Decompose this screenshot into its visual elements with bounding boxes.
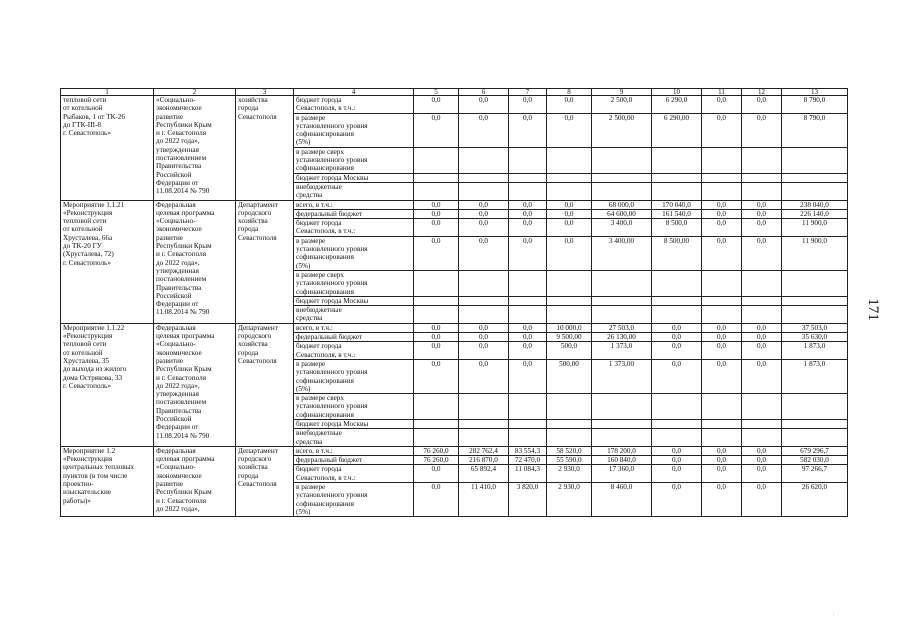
amount-cell: 0,0 [414, 465, 459, 483]
amount-cell: 1 373,0 [592, 342, 652, 360]
amount-cell: 68 000,0 [592, 200, 652, 209]
amount-cell: 1 373,00 [592, 359, 652, 393]
funding-source-cell: всего, в т.ч.: [294, 200, 414, 209]
amount-cell: 0,0 [509, 219, 547, 237]
amount-cell [742, 182, 782, 200]
amount-cell: 0,0 [742, 113, 782, 147]
amount-cell [592, 419, 652, 428]
amount-cell [547, 306, 592, 324]
funding-source-cell: в размере сверх установленного уровня софинансирования [294, 147, 414, 173]
amount-cell: 282 762,4 [459, 446, 509, 455]
amount-cell [742, 419, 782, 428]
amount-cell [459, 419, 509, 428]
amount-cell: 0,0 [702, 219, 742, 237]
amount-cell [592, 173, 652, 182]
amount-cell [509, 147, 547, 173]
amount-cell: 76 260,0 [414, 446, 459, 455]
amount-cell [652, 182, 702, 200]
amount-cell [652, 270, 702, 296]
amount-cell [547, 173, 592, 182]
amount-cell: 8 500,0 [652, 219, 702, 237]
table-row [61, 323, 848, 332]
amount-cell: 64 600,00 [592, 209, 652, 218]
amount-cell: 0,0 [742, 236, 782, 270]
amount-cell: 9 500,00 [547, 333, 592, 342]
amount-cell [592, 147, 652, 173]
column-header: 9 [592, 89, 652, 96]
program-cell: Федеральная целевая программа «Социально- экономическое развитие Республики Крым и г. Севастополя до 2022 года», утвержденная постановлением Правительства Российской Федерации от 11.08.2014 № 790 [154, 200, 236, 323]
amount-cell: 0,0 [702, 323, 742, 332]
amount-cell [592, 394, 652, 420]
amount-cell [652, 296, 702, 305]
amount-cell [592, 270, 652, 296]
amount-cell: 161 540,0 [652, 209, 702, 218]
amount-cell [782, 306, 848, 324]
amount-cell: 0,0 [652, 465, 702, 483]
amount-cell: 582 030,0 [782, 456, 848, 465]
amount-cell [742, 306, 782, 324]
amount-cell [742, 429, 782, 447]
funding-source-cell: бюджет города Севастополя, в т.ч.: [294, 342, 414, 360]
amount-cell: 0,0 [702, 209, 742, 218]
amount-cell [782, 429, 848, 447]
amount-cell: 500,00 [547, 359, 592, 393]
amount-cell: 226 140,0 [782, 209, 848, 218]
amount-cell: 1 873,0 [782, 359, 848, 393]
amount-cell [702, 429, 742, 447]
amount-cell: 8 500,00 [652, 236, 702, 270]
amount-cell: 0,0 [509, 359, 547, 393]
table-row [61, 200, 848, 209]
amount-cell [509, 270, 547, 296]
amount-cell [547, 270, 592, 296]
amount-cell: 2 930,0 [547, 483, 592, 517]
amount-cell: 11 084,3 [509, 465, 547, 483]
amount-cell [742, 270, 782, 296]
amount-cell [414, 419, 459, 428]
amount-cell [414, 306, 459, 324]
funding-source-cell: федеральный бюджет [294, 456, 414, 465]
amount-cell: 0,0 [459, 333, 509, 342]
amount-cell [414, 429, 459, 447]
amount-cell: 0,0 [702, 200, 742, 209]
funding-source-cell: федеральный бюджет [294, 209, 414, 218]
amount-cell: 216 870,0 [459, 456, 509, 465]
executor-cell: Департамент городского хозяйства города Севастополя [236, 200, 294, 323]
amount-cell: 0,0 [509, 200, 547, 209]
amount-cell [459, 306, 509, 324]
amount-cell [547, 394, 592, 420]
funding-source-cell: в размере установленного уровня софинансирования (5%) [294, 359, 414, 393]
amount-cell [459, 429, 509, 447]
amount-cell [547, 296, 592, 305]
amount-cell [652, 429, 702, 447]
amount-cell: 0,0 [702, 333, 742, 342]
executor-cell: Департамент городского хозяйства города Севастополя [236, 446, 294, 516]
amount-cell: 35 630,0 [782, 333, 848, 342]
funding-source-cell: внебюджетные средства [294, 306, 414, 324]
amount-cell [652, 147, 702, 173]
amount-cell [547, 429, 592, 447]
amount-cell: 170 040,0 [652, 200, 702, 209]
amount-cell [414, 173, 459, 182]
amount-cell: 0,0 [509, 342, 547, 360]
amount-cell [414, 182, 459, 200]
amount-cell: 0,0 [742, 456, 782, 465]
amount-cell: 0,0 [652, 342, 702, 360]
amount-cell [782, 419, 848, 428]
amount-cell: 500,0 [547, 342, 592, 360]
amount-cell: 11 410,0 [459, 483, 509, 517]
amount-cell: 0,0 [547, 200, 592, 209]
event-name-cell: Мероприятие 1.1.21 «Реконструкция тепловой сети от котельной Хрусталева, 66а до ТК-20 ГУ (Хрусталева, 72) г. Севастополь» [61, 200, 154, 323]
amount-cell: 1 873,0 [782, 342, 848, 360]
amount-cell [459, 147, 509, 173]
amount-cell: 0,0 [414, 113, 459, 147]
amount-cell [782, 270, 848, 296]
amount-cell: 3 400,00 [592, 236, 652, 270]
amount-cell: 97 266,7 [782, 465, 848, 483]
amount-cell: 0,0 [414, 333, 459, 342]
amount-cell: 0,0 [742, 342, 782, 360]
amount-cell [592, 429, 652, 447]
amount-cell [702, 270, 742, 296]
amount-cell: 0,0 [742, 209, 782, 218]
amount-cell: 17 360,0 [592, 465, 652, 483]
funding-source-cell: внебюджетные средства [294, 429, 414, 447]
program-cell: «Социально- экономическое развитие Республики Крым и г. Севастополя до 2022 года», утвержденная постановлением Правительства Российской Федерации от 11.08.2014 № 790 [154, 96, 236, 201]
amount-cell: 11 900,0 [782, 236, 848, 270]
program-cell: Федеральная целевая программа «Социально- экономическое развитие Республики Крым и г. Севастополя до 2022 года», утвержденная постановлением Правительства Российской Федерации от 11.08.2014 № 790 [154, 323, 236, 446]
amount-cell [782, 296, 848, 305]
amount-cell: 0,0 [652, 456, 702, 465]
amount-cell [702, 173, 742, 182]
amount-cell [509, 296, 547, 305]
amount-cell: 0,0 [652, 359, 702, 393]
column-header: 5 [414, 89, 459, 96]
event-name-cell: Мероприятие 1.1.22 «Реконструкция тепловой сети от котельной Хрусталева, 35 до выхода из жилого дома Острякова, 33 г. Севастополь» [61, 323, 154, 446]
amount-cell: 37 503,0 [782, 323, 848, 332]
amount-cell: 0,0 [509, 236, 547, 270]
amount-cell: 3 820,0 [509, 483, 547, 517]
amount-cell: 0,0 [702, 483, 742, 517]
amount-cell: 58 520,0 [547, 446, 592, 455]
event-name-cell: тепловой сети от котельной Рыбаков, 1 от ТК-26 до ГТК-III-8 г. Севастополь» [61, 96, 154, 201]
amount-cell [459, 296, 509, 305]
amount-cell: 76 260,0 [414, 456, 459, 465]
column-header: 12 [742, 89, 782, 96]
amount-cell [782, 173, 848, 182]
amount-cell: 0,0 [509, 209, 547, 218]
amount-cell [782, 147, 848, 173]
amount-cell [702, 147, 742, 173]
amount-cell: 8 790,0 [782, 113, 848, 147]
amount-cell: 0,0 [742, 200, 782, 209]
amount-cell: 0,0 [742, 333, 782, 342]
funding-source-cell: в размере сверх установленного уровня софинансирования [294, 394, 414, 420]
amount-cell [652, 173, 702, 182]
amount-cell [509, 182, 547, 200]
amount-cell: 2 930,0 [547, 465, 592, 483]
amount-cell: 0,0 [414, 96, 459, 114]
amount-cell [742, 296, 782, 305]
column-header: 10 [652, 89, 702, 96]
amount-cell: 0,0 [652, 483, 702, 517]
amount-cell: 0,0 [509, 113, 547, 147]
amount-cell: 0,0 [414, 483, 459, 517]
amount-cell: 0,0 [702, 236, 742, 270]
amount-cell [414, 270, 459, 296]
amount-cell: 0,0 [509, 323, 547, 332]
funding-source-cell: бюджет города Москвы [294, 419, 414, 428]
funding-source-cell: бюджет города Севастополя, в т.ч.: [294, 219, 414, 237]
amount-cell: 0,0 [702, 446, 742, 455]
amount-cell [742, 173, 782, 182]
funding-source-cell: всего, в т.ч.: [294, 446, 414, 455]
amount-cell: 0,0 [742, 219, 782, 237]
funding-source-cell: в размере установленного уровня софинансирования (5%) [294, 236, 414, 270]
program-cell: Федеральная целевая программа «Социально- экономическое развитие Республики Крым и г. Севастополя до 2022 года», [154, 446, 236, 516]
amount-cell: 0,0 [547, 209, 592, 218]
column-header: 4 [294, 89, 414, 96]
amount-cell [509, 173, 547, 182]
amount-cell: 0,0 [702, 96, 742, 114]
amount-cell [652, 419, 702, 428]
amount-cell: 6 290,0 [652, 96, 702, 114]
amount-cell: 238 040,0 [782, 200, 848, 209]
column-header: 2 [154, 89, 236, 96]
amount-cell: 0,0 [742, 446, 782, 455]
amount-cell [702, 296, 742, 305]
amount-cell [592, 306, 652, 324]
amount-cell: 0,0 [652, 446, 702, 455]
amount-cell [509, 419, 547, 428]
amount-cell: 0,0 [652, 333, 702, 342]
funding-source-cell: в размере установленного уровня софинансирования (5%) [294, 483, 414, 517]
amount-cell: 0,0 [547, 236, 592, 270]
amount-cell: 0,0 [414, 323, 459, 332]
funding-source-cell: бюджет города Севастополя, в т.ч.: [294, 465, 414, 483]
amount-cell: 0,0 [414, 236, 459, 270]
amount-cell: 10 000,0 [547, 323, 592, 332]
column-header: 13 [782, 89, 848, 96]
funding-source-cell: внебюджетные средства [294, 182, 414, 200]
amount-cell: 0,0 [547, 113, 592, 147]
funding-source-cell: бюджет города Севастополя, в т.ч.: [294, 96, 414, 114]
column-header: 7 [509, 89, 547, 96]
amount-cell [414, 296, 459, 305]
amount-cell: 0,0 [459, 200, 509, 209]
amount-cell: 0,0 [459, 113, 509, 147]
amount-cell [547, 147, 592, 173]
amount-cell [742, 147, 782, 173]
amount-cell: 0,0 [547, 96, 592, 114]
amount-cell [592, 296, 652, 305]
amount-cell [459, 270, 509, 296]
amount-cell [652, 394, 702, 420]
amount-cell: 160 840,0 [592, 456, 652, 465]
amount-cell: 0,0 [702, 342, 742, 360]
amount-cell: 0,0 [509, 96, 547, 114]
funding-source-cell: в размере сверх установленного уровня софинансирования [294, 270, 414, 296]
amount-cell: 26 130,00 [592, 333, 652, 342]
amount-cell: 0,0 [459, 209, 509, 218]
funding-source-cell: в размере установленного уровня софинансирования (5%) [294, 113, 414, 147]
amount-cell: 0,0 [702, 359, 742, 393]
amount-cell: 0,0 [547, 219, 592, 237]
column-header: 11 [702, 89, 742, 96]
amount-cell: 0,0 [414, 359, 459, 393]
executor-cell: Департамент городского хозяйства города Севастополя [236, 323, 294, 446]
amount-cell: 0,0 [414, 200, 459, 209]
amount-cell: 0,0 [702, 113, 742, 147]
amount-cell [702, 394, 742, 420]
amount-cell [592, 182, 652, 200]
amount-cell [459, 182, 509, 200]
amount-cell: 26 620,0 [782, 483, 848, 517]
funding-source-cell: всего, в т.ч.: [294, 323, 414, 332]
amount-cell: 0,0 [459, 323, 509, 332]
event-name-cell: Мероприятие 1.2 «Реконструкция центральных тепловых пунктов (в том числе проектно- изыскательские работы)» [61, 446, 154, 516]
page-number: 171 [864, 298, 881, 321]
table-row [61, 96, 848, 114]
scan-mark: : [833, 612, 835, 618]
amount-cell: 178 200,0 [592, 446, 652, 455]
column-header: 1 [61, 89, 154, 96]
funding-table [60, 88, 848, 517]
amount-cell [509, 429, 547, 447]
amount-cell: 8 790,0 [782, 96, 848, 114]
amount-cell: 83 554,3 [509, 446, 547, 455]
amount-cell [509, 394, 547, 420]
amount-cell: 0,0 [742, 465, 782, 483]
amount-cell: 72 470,0 [509, 456, 547, 465]
table-row [61, 446, 848, 455]
funding-source-cell: бюджет города Москвы [294, 173, 414, 182]
executor-cell: хозяйства города Севастополя [236, 96, 294, 201]
amount-cell: 2 500,00 [592, 113, 652, 147]
amount-cell: 27 503,0 [592, 323, 652, 332]
amount-cell: 11 900,0 [782, 219, 848, 237]
amount-cell: 0,0 [509, 333, 547, 342]
amount-cell [547, 419, 592, 428]
amount-cell [652, 306, 702, 324]
amount-cell [782, 182, 848, 200]
amount-cell [414, 394, 459, 420]
amount-cell: 0,0 [414, 342, 459, 360]
amount-cell: 0,0 [459, 342, 509, 360]
amount-cell: 0,0 [742, 359, 782, 393]
amount-cell: 0,0 [702, 465, 742, 483]
amount-cell [509, 306, 547, 324]
amount-cell [702, 306, 742, 324]
amount-cell: 0,0 [414, 219, 459, 237]
amount-cell: 6 290,00 [652, 113, 702, 147]
amount-cell [414, 147, 459, 173]
amount-cell: 0,0 [459, 219, 509, 237]
funding-source-cell: бюджет города Москвы [294, 296, 414, 305]
amount-cell: 679 296,7 [782, 446, 848, 455]
amount-cell: 3 400,0 [592, 219, 652, 237]
amount-cell: 0,0 [742, 96, 782, 114]
amount-cell [702, 182, 742, 200]
amount-cell: 55 590,0 [547, 456, 592, 465]
amount-cell: 2 500,0 [592, 96, 652, 114]
funding-source-cell: федеральный бюджет [294, 333, 414, 342]
amount-cell [459, 394, 509, 420]
amount-cell: 0,0 [459, 96, 509, 114]
amount-cell: 0,0 [652, 323, 702, 332]
amount-cell: 65 892,4 [459, 465, 509, 483]
amount-cell: 0,0 [702, 456, 742, 465]
column-header: 6 [459, 89, 509, 96]
amount-cell: 0,0 [459, 359, 509, 393]
amount-cell [459, 173, 509, 182]
column-number-row [61, 89, 848, 96]
amount-cell: 0,0 [459, 236, 509, 270]
amount-cell [742, 394, 782, 420]
amount-cell: 0,0 [742, 323, 782, 332]
amount-cell: 8 460,0 [592, 483, 652, 517]
amount-cell [547, 182, 592, 200]
amount-cell [702, 419, 742, 428]
column-header: 8 [547, 89, 592, 96]
amount-cell [782, 394, 848, 420]
amount-cell: 0,0 [414, 209, 459, 218]
amount-cell: 0,0 [742, 483, 782, 517]
column-header: 3 [236, 89, 294, 96]
